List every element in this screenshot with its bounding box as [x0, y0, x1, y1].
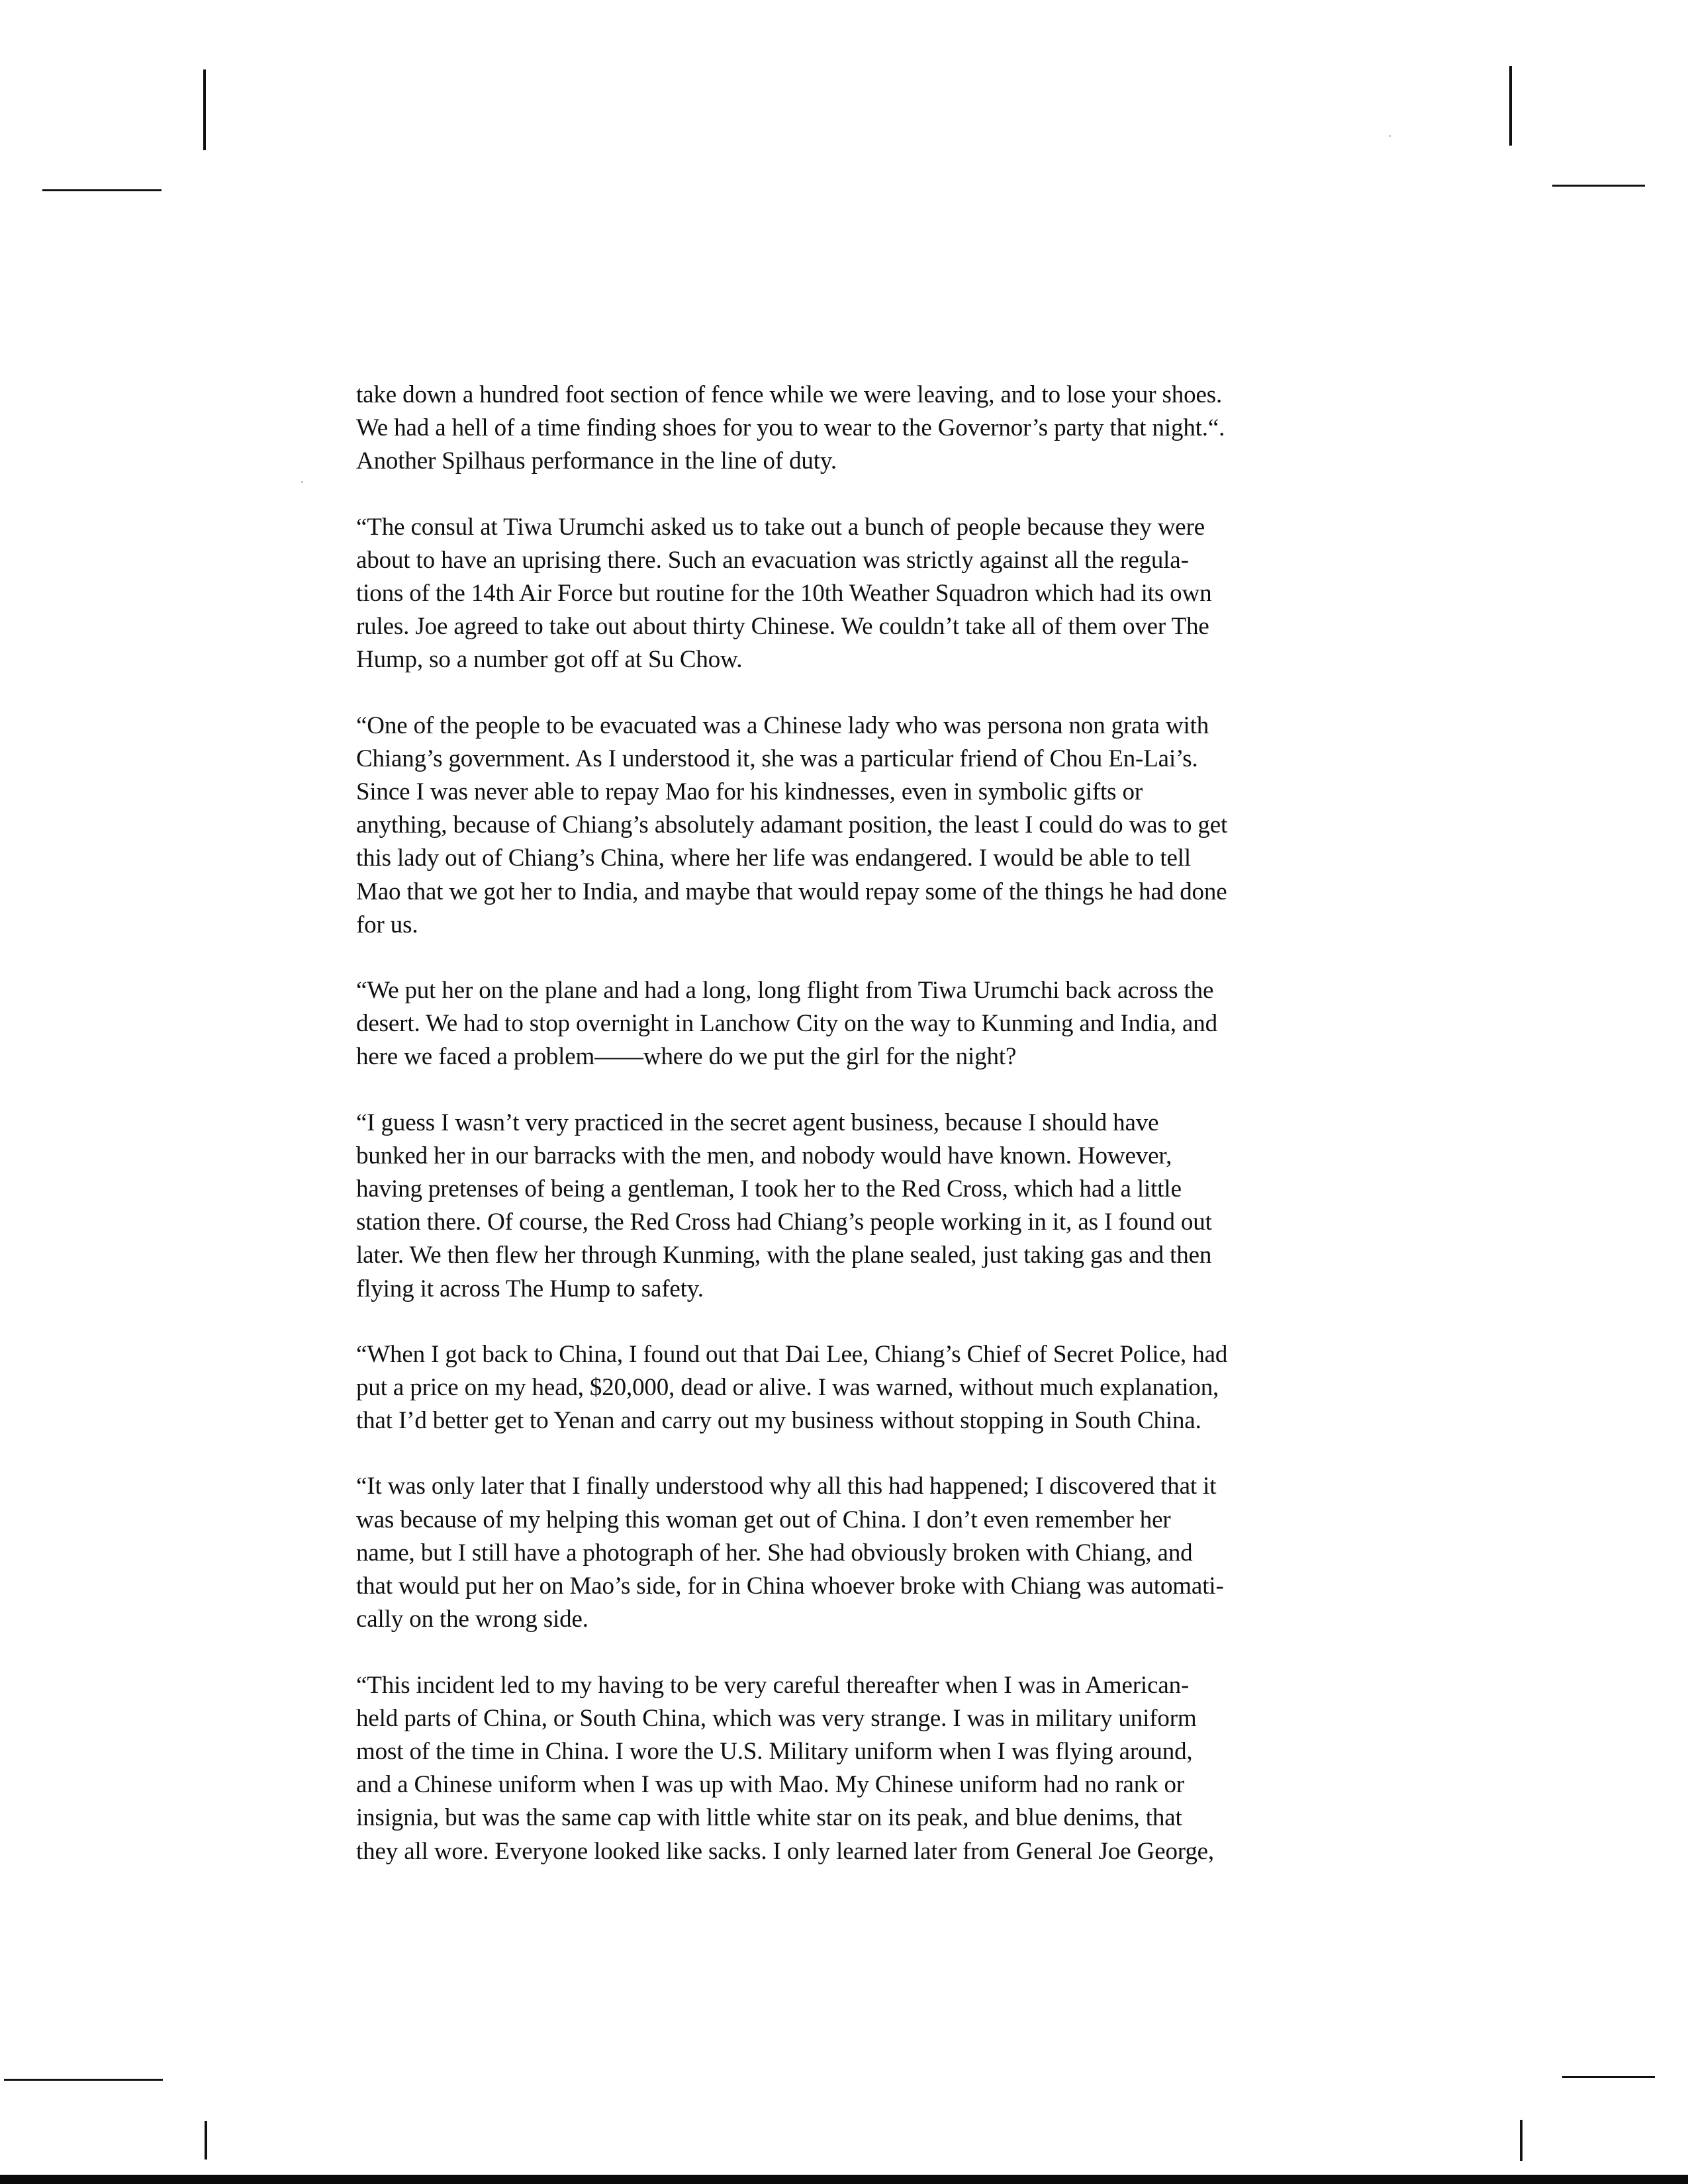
crop-mark-top-left-vertical [203, 69, 206, 150]
text-line: later. We then flew her through Kunming, with the plane sealed, just taking gas and then [356, 1242, 1212, 1269]
text-line: “This incident led to my having to be very careful thereafter when I was in American- [356, 1671, 1190, 1699]
text-line: most of the time in China. I wore the U.S. Military uniform when I was flying around, [356, 1737, 1193, 1765]
text-line: held parts of China, or South China, which was very strange. I was in military uniform [356, 1704, 1197, 1732]
text-line: anything, because of Chiang’s absolutely adamant position, the least I could do was to get [356, 811, 1228, 839]
crop-mark-bottom-left-vertical [205, 2121, 207, 2160]
scan-speck [301, 481, 303, 483]
paragraph [356, 1338, 1369, 1438]
paragraph [356, 1470, 1369, 1636]
text-line: Another Spilhaus performance in the line of duty. [356, 447, 837, 475]
crop-mark-top-left-horizontal [42, 189, 162, 191]
text-line: We had a hell of a time finding shoes for you to wear to the Governor’s party that night.“. [356, 414, 1225, 442]
text-line: “One of the people to be evacuated was a Chinese lady who was persona non grata with [356, 711, 1209, 739]
text-line: that I’d better get to Yenan and carry out my business without stopping in South China. [356, 1407, 1201, 1435]
text-line: they all wore. Everyone looked like sacks. I only learned later from General Joe George, [356, 1837, 1215, 1865]
text-line: that would put her on Mao’s side, for in China whoever broke with Chiang was automati- [356, 1572, 1224, 1600]
text-line: “The consul at Tiwa Urumchi asked us to take out a bunch of people because they were [356, 513, 1205, 541]
paragraph [356, 1107, 1369, 1306]
text-line: “When I got back to China, I found out that Dai Lee, Chiang’s Chief of Secret Police, had [356, 1340, 1228, 1368]
paragraph [356, 1669, 1369, 1868]
text-line: flying it across The Hump to safety. [356, 1275, 704, 1302]
paragraph [356, 379, 1369, 478]
text-line: was because of my helping this woman get out of China. I don’t even remember her [356, 1506, 1171, 1533]
text-line: about to have an uprising there. Such an evacuation was strictly against all the regula- [356, 546, 1189, 574]
scan-bottom-edge [0, 2175, 1688, 2184]
text-line: “I guess I wasn’t very practiced in the secret agent business, because I should have [356, 1109, 1159, 1136]
text-line: station there. Of course, the Red Cross had Chiang’s people working in it, as I found out [356, 1208, 1212, 1236]
text-line: this lady out of Chiang’s China, where her life was endangered. I would be able to tell [356, 844, 1192, 872]
text-line: Mao that we got her to India, and maybe that would repay some of the things he had done [356, 878, 1227, 905]
text-line: rules. Joe agreed to take out about thirty Chinese. We couldn’t take all of them over The [356, 613, 1209, 641]
text-line: Since I was never able to repay Mao for his kindnesses, even in symbolic gifts or [356, 778, 1143, 806]
text-line: for us. [356, 911, 418, 938]
text-line: take down a hundred foot section of fence while we were leaving, and to lose your shoes. [356, 381, 1223, 408]
text-line: Chiang’s government. As I understood it, she was a particular friend of Chou En-Lai’s. [356, 745, 1198, 772]
crop-mark-top-right-horizontal [1552, 185, 1645, 187]
paragraph [356, 511, 1369, 677]
crop-mark-bottom-right-horizontal [1562, 2076, 1655, 2078]
text-line: insignia, but was the same cap with little white star on its peak, and blue denims, that [356, 1804, 1182, 1832]
crop-mark-bottom-right-vertical [1520, 2120, 1523, 2161]
text-line: bunked her in our barracks with the men, and nobody would have known. However, [356, 1142, 1172, 1169]
crop-mark-top-right-vertical [1509, 66, 1512, 146]
text-line: tions of the 14th Air Force but routine for the 10th Weather Squadron which had its own [356, 580, 1212, 608]
text-line: having pretenses of being a gentleman, I took her to the Red Cross, which had a little [356, 1175, 1182, 1203]
body-text [356, 379, 1369, 1901]
text-line: name, but I still have a photograph of her. She had obviously broken with Chiang, and [356, 1539, 1193, 1567]
paragraph [356, 974, 1369, 1074]
text-line: Hump, so a number got off at Su Chow. [356, 646, 743, 674]
paragraph [356, 709, 1369, 942]
text-line: and a Chinese uniform when I was up with Mao. My Chinese uniform had no rank or [356, 1771, 1185, 1799]
text-line: cally on the wrong side. [356, 1606, 588, 1633]
text-line: put a price on my head, $20,000, dead or alive. I was warned, without much explanation, [356, 1374, 1219, 1402]
text-line: “We put her on the plane and had a long, long flight from Tiwa Urumchi back across the [356, 977, 1214, 1005]
crop-mark-bottom-left-horizontal [4, 2079, 163, 2081]
scan-speck [1389, 135, 1391, 137]
text-line: “It was only later that I finally understood why all this had happened; I discovered that it [356, 1473, 1217, 1500]
text-line: here we faced a problem——where do we put the girl for the night? [356, 1043, 1017, 1071]
text-line: desert. We had to stop overnight in Lanchow City on the way to Kunming and India, and [356, 1010, 1217, 1038]
